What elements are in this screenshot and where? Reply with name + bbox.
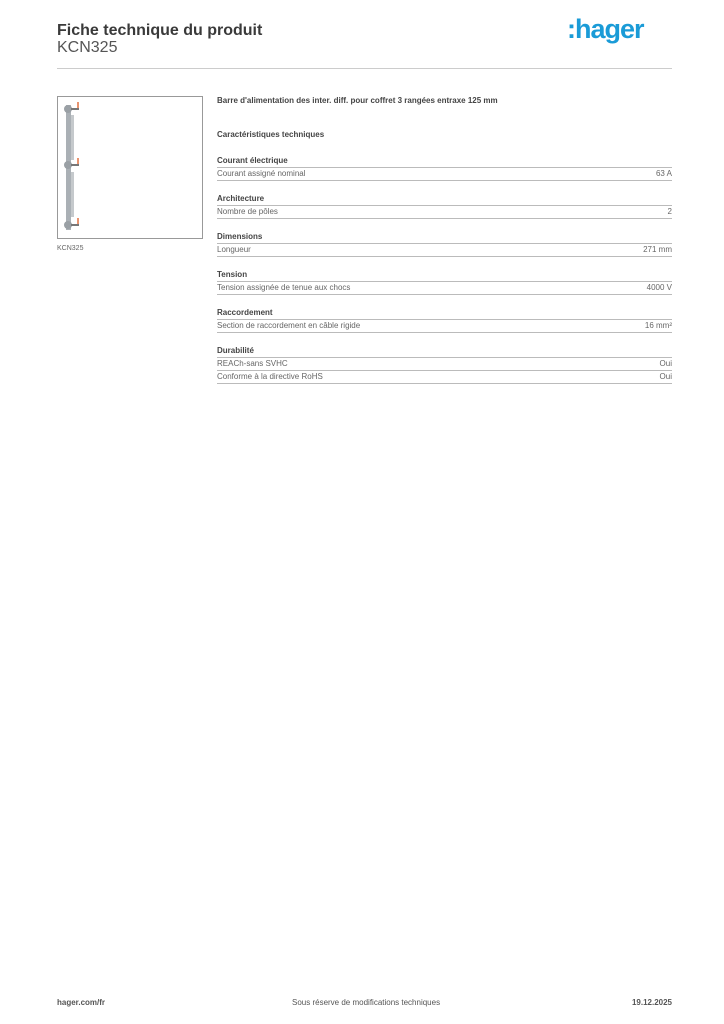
spec-value: 63 A — [655, 169, 672, 178]
footer-note: Sous réserve de modifications techniques — [292, 998, 441, 1007]
hager-logo: :hager — [567, 14, 644, 44]
spec-row — [217, 244, 672, 257]
spec-group — [217, 232, 672, 257]
spec-label: Courant assigné nominal — [217, 169, 306, 178]
section-title: Caractéristiques techniques — [217, 130, 325, 139]
spec-label: Section de raccordement en câble rigide — [217, 321, 361, 330]
spec-row — [217, 320, 672, 333]
spec-value: Oui — [659, 359, 672, 368]
spec-row — [217, 206, 672, 219]
spec-value: 2 — [667, 207, 672, 216]
spec-group — [217, 156, 672, 181]
image-caption: KCN325 — [57, 245, 84, 252]
spec-group — [217, 270, 672, 295]
spec-row — [217, 282, 672, 295]
spec-row — [217, 358, 672, 371]
spec-label: REACh-sans SVHC — [217, 359, 288, 368]
header-divider — [57, 68, 672, 69]
spec-group-title: Courant électrique — [217, 156, 672, 168]
spec-value: 16 mm² — [644, 321, 672, 330]
footer-date: 19.12.2025 — [631, 998, 672, 1007]
spec-row — [217, 371, 672, 384]
spec-value: 271 mm — [643, 245, 672, 254]
spec-group — [217, 194, 672, 219]
spec-label: Nombre de pôles — [217, 207, 278, 216]
spec-group-title: Durabilité — [217, 346, 672, 358]
spec-group-title: Raccordement — [217, 308, 672, 320]
spec-label: Conforme à la directive RoHS — [217, 372, 323, 381]
spec-value: Oui — [659, 372, 672, 381]
spec-group — [217, 346, 672, 384]
spec-group — [217, 308, 672, 333]
product-description: Barre d'alimentation des inter. diff. pour coffret 3 rangées entraxe 125 mm — [217, 96, 498, 105]
footer-website[interactable]: hager.com/fr — [57, 998, 106, 1007]
page-title: Fiche technique du produit — [57, 22, 263, 39]
spec-group-title: Dimensions — [217, 232, 672, 244]
spec-group-title: Architecture — [217, 194, 672, 206]
spec-label: Tension assignée de tenue aux chocs — [217, 283, 351, 292]
product-image — [57, 96, 203, 239]
spec-label: Longueur — [217, 245, 251, 254]
spec-value: 4000 V — [646, 283, 672, 292]
spec-row — [217, 168, 672, 181]
product-code: KCN325 — [57, 39, 118, 56]
spec-group-title: Tension — [217, 270, 672, 282]
